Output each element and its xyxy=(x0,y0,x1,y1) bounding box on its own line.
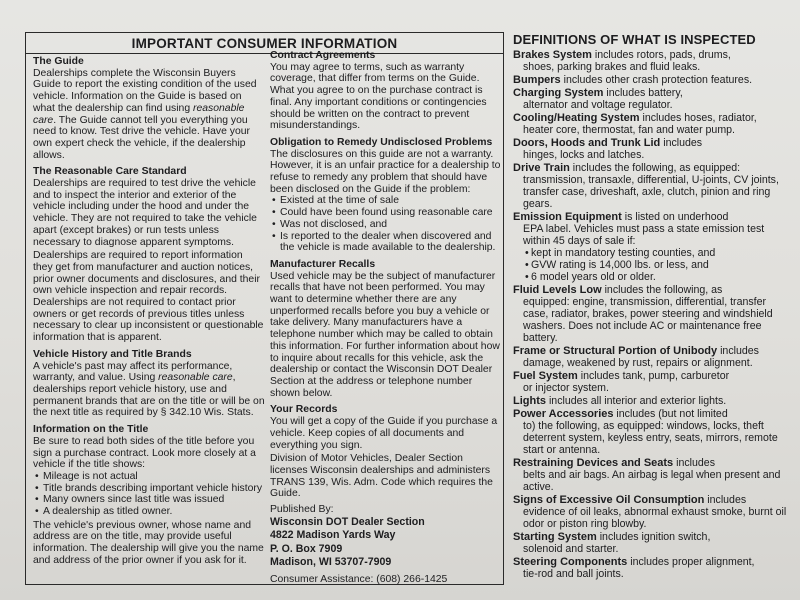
title-info-body2: The vehicle's previous owner, whose name and address are on the title, may provide useful information. The dealership will give you the name and address of the prior owner if you ask for it. xyxy=(33,519,264,566)
definition-text: includes (but not limited xyxy=(613,408,728,420)
list-item: • Title brands describing important vehicle history xyxy=(33,483,265,495)
definition-item xyxy=(513,49,793,73)
definition-text: includes xyxy=(704,494,747,506)
definition-continuation: shoes, parking brakes and fluid leaks. xyxy=(523,61,701,73)
publisher-pobox: P. O. Box 7909 xyxy=(270,542,343,555)
guide-heading: The Guide xyxy=(33,56,84,67)
definition-item xyxy=(513,345,793,369)
history-body-part2: , dealerships report vehicle history, use and permanent brands that are on the title or will be on the next title as required by § 342.10 Wis. Stats. xyxy=(33,372,265,419)
definition-item xyxy=(513,162,793,210)
definition-term: Emission Equipment xyxy=(513,211,622,223)
definition-continuation: solenoid and starter. xyxy=(523,543,619,555)
definition-item xyxy=(513,211,793,283)
list-item: • A dealership as titled owner. xyxy=(33,506,265,518)
publisher-org: Wisconsin DOT Dealer Section xyxy=(270,515,425,528)
definition-text: includes other crash protection features. xyxy=(560,74,753,86)
history-body-part1: A vehicle's past may affect its performance, warranty, and value. Using xyxy=(33,360,233,384)
definition-term: Lights xyxy=(513,395,546,407)
guide-body-italic: reasonable care xyxy=(33,102,245,126)
definition-text: includes hoses, radiator, xyxy=(639,112,757,124)
definition-term: Cooling/Heating System xyxy=(513,112,640,124)
definition-continuation: hinges, locks and latches. xyxy=(523,149,645,161)
consumer-info-title: IMPORTANT CONSUMER INFORMATION xyxy=(131,36,398,51)
definition-item xyxy=(513,87,793,111)
definitions-column xyxy=(513,34,793,580)
list-item: • Mileage is not actual xyxy=(33,471,265,483)
list-item: • Was not disclosed, and xyxy=(270,219,502,231)
definition-item xyxy=(513,556,793,580)
definition-text: includes proper alignment, xyxy=(627,556,755,568)
left-column xyxy=(33,56,265,567)
definitions-title: DEFINITIONS OF WHAT IS INSPECTED xyxy=(513,32,756,47)
list-item: • kept in mandatory testing counties, and xyxy=(523,247,793,259)
history-body xyxy=(33,361,265,420)
definition-text: includes xyxy=(660,137,703,149)
definition-item xyxy=(513,531,793,555)
definition-item xyxy=(513,137,793,161)
definition-item xyxy=(513,494,793,530)
definition-term: Starting System xyxy=(513,531,597,543)
definition-continuation: evidence of oil leaks, abnormal exhaust smoke, burnt oil odor or piston ring blowby. xyxy=(523,506,787,530)
obligation-list xyxy=(270,195,502,254)
definition-text: includes xyxy=(673,457,715,469)
definition-bullets xyxy=(513,247,793,283)
definition-text: includes rotors, pads, drums, xyxy=(591,49,731,61)
list-item: • Is reported to the dealer when discovered and the vehicle is made available to the dealership. xyxy=(270,231,502,254)
definition-text: includes the following, as equipped: xyxy=(569,162,741,174)
definition-continuation: belts and air bags. An airbag is legal when present and active. xyxy=(523,469,781,493)
definitions-list xyxy=(513,49,793,580)
definition-term: Drive Train xyxy=(513,162,570,174)
definition-term: Doors, Hoods and Trunk Lid xyxy=(513,137,661,149)
reasonable-care-para1: Dealerships are required to test drive the vehicle and to inspect the interior and exterior of the vehicle including under the hood and under the vehicle. They are not required to take the vehicle apart (except brakes) or run tests unless necessary to diagnose apparent symptoms. xyxy=(33,178,257,248)
consumer-assistance-phone: Consumer Assistance: (608) 266-1425 xyxy=(270,573,448,585)
definition-continuation: transmission, transaxle, differential, U-joints, CV joints, transfer case, driveshaft, axle, clutch, pinion and ring gears. xyxy=(523,174,779,210)
definition-item xyxy=(513,284,793,344)
recalls-heading: Manufacturer Recalls xyxy=(270,258,376,270)
definition-item xyxy=(513,74,793,86)
definition-item xyxy=(513,457,793,493)
list-item: • GVW rating is 14,000 lbs. or less, and xyxy=(523,259,793,271)
guide-body xyxy=(33,68,265,162)
published-label: Published By: xyxy=(270,504,334,516)
guide-body-part1: Dealerships complete the Wisconsin Buyers Guide to report the existing condition of the used vehicle. Information on the Guide is based on what the dealership can find using xyxy=(33,67,257,114)
definition-term: Charging System xyxy=(513,87,604,99)
records-body: You will get a copy of the Guide if you purchase a vehicle. Keep copies of all documents and everything you sign. xyxy=(270,416,498,451)
contract-heading: Contract Agreements xyxy=(270,50,376,61)
publisher-block xyxy=(270,504,502,585)
recalls-body: Used vehicle may be the subject of manufacturer recalls that have not been performed. You may want to determine whether there are any unperformed recalls before you buy a vehicle or take delivery. Many manufacturers have a telephone number which may be called to obtain this information. For further information about how to inquire about recalls for this vehicle, ask the dealership or contact the Wisconsin DOT Dealer Section at the address or telephone number shown below. xyxy=(270,270,500,399)
middle-column xyxy=(270,50,502,585)
definition-item xyxy=(513,370,793,394)
definition-term: Brakes System xyxy=(513,49,592,61)
definition-term: Frame or Structural Portion of Unibody xyxy=(513,345,718,357)
history-heading: Vehicle History and Title Brands xyxy=(33,348,192,360)
obligation-heading: Obligation to Remedy Undisclosed Problems xyxy=(270,136,493,148)
definition-text: includes battery, xyxy=(603,87,683,99)
records-body2: Division of Motor Vehicles, Dealer Section licenses Wisconsin dealerships and administers TRANS 139, Wis. Adm. Code which requires the Guide. xyxy=(270,453,493,500)
definition-text: includes tank, pump, carburetor xyxy=(577,370,730,382)
definition-bullet-list xyxy=(523,247,793,283)
definition-term: Power Accessories xyxy=(513,408,614,420)
list-item: • Existed at the time of sale xyxy=(270,195,502,207)
obligation-body: The disclosures on this guide are not a warranty. However, it is an unfair practice for a dealership to refuse to remedy any problem that should have been disclosed on the Guide if the problem: xyxy=(270,148,501,195)
definition-continuation: to) the following, as equipped: windows, locks, theft deterrent system, keyless entry, seats, mirrors, remote start or antenna. xyxy=(523,420,778,456)
definition-item xyxy=(513,112,793,136)
definition-text: is listed on underhood xyxy=(621,211,729,223)
guide-body-part2: . The Guide cannot tell you everything you need to know. Test drive the vehicle. Have your own expert check the vehicle, if the dealership allows. xyxy=(33,114,250,161)
definition-continuation: EPA label. Vehicles must pass a state emission test within 45 days of sale if: xyxy=(523,223,765,247)
definition-text: includes all interior and exterior lights. xyxy=(546,395,727,407)
reasonable-care-para2: Dealerships are required to report information they get from manufacturer and auction notices, prior owner documents and disclosures, and their own vehicle inspection and repair records. Dealerships are not required to contact prior owners or get records of previous titles unless necessary to clear up inconsistent or questionable information that is apparent. xyxy=(33,250,264,344)
publisher-city: Madison, WI 53707-7909 xyxy=(270,556,392,569)
definition-item xyxy=(513,395,793,407)
definition-term: Bumpers xyxy=(513,74,561,86)
title-info-heading: Information on the Title xyxy=(33,424,149,436)
contract-body: You may agree to terms, such as warranty coverage, that differ from terms on the Guide. What you agree to on the purchase contract is final. Any important conditions or contingencies should be written on the contract to prevent misunderstandings. xyxy=(270,61,487,132)
definition-text: includes xyxy=(717,345,759,357)
definition-text: includes the following, as xyxy=(601,284,723,296)
records-heading: Your Records xyxy=(270,404,338,416)
definition-continuation: alternator and voltage regulator. xyxy=(523,99,673,111)
definition-continuation: damage, weakened by rust, repairs or alignment. xyxy=(523,357,753,369)
definition-term: Restraining Devices and Seats xyxy=(513,457,674,469)
definition-continuation: or injector system. xyxy=(523,382,609,394)
publisher-street: 4822 Madison Yards Way xyxy=(270,529,396,542)
definition-term: Steering Components xyxy=(513,556,628,568)
definition-term: Fuel System xyxy=(513,370,578,382)
definition-continuation: heater core, thermostat, fan and water pump. xyxy=(523,124,735,136)
definition-continuation: equipped: engine, transmission, differential, transfer case, radiator, brakes, power steering and windshield washers. Does not include AC or maintenance free battery. xyxy=(523,296,773,344)
definition-text: includes ignition switch, xyxy=(596,531,711,543)
definition-term: Fluid Levels Low xyxy=(513,284,602,296)
reasonable-care-heading: The Reasonable Care Standard xyxy=(33,166,187,178)
title-info-list xyxy=(33,471,265,518)
definition-item xyxy=(513,408,793,456)
list-item: • Could have been found using reasonable care xyxy=(270,207,502,219)
definition-continuation: tie-rod and ball joints. xyxy=(523,568,624,580)
title-info-body: Be sure to read both sides of the title before you sign a purchase contract. Look more closely at a vehicle if the title shows: xyxy=(33,435,256,471)
definition-term: Signs of Excessive Oil Consumption xyxy=(513,494,705,506)
list-item: • Many owners since last title was issued xyxy=(33,494,265,506)
history-body-italic: reasonable care xyxy=(158,372,233,384)
list-item: • 6 model years old or older. xyxy=(523,271,793,283)
